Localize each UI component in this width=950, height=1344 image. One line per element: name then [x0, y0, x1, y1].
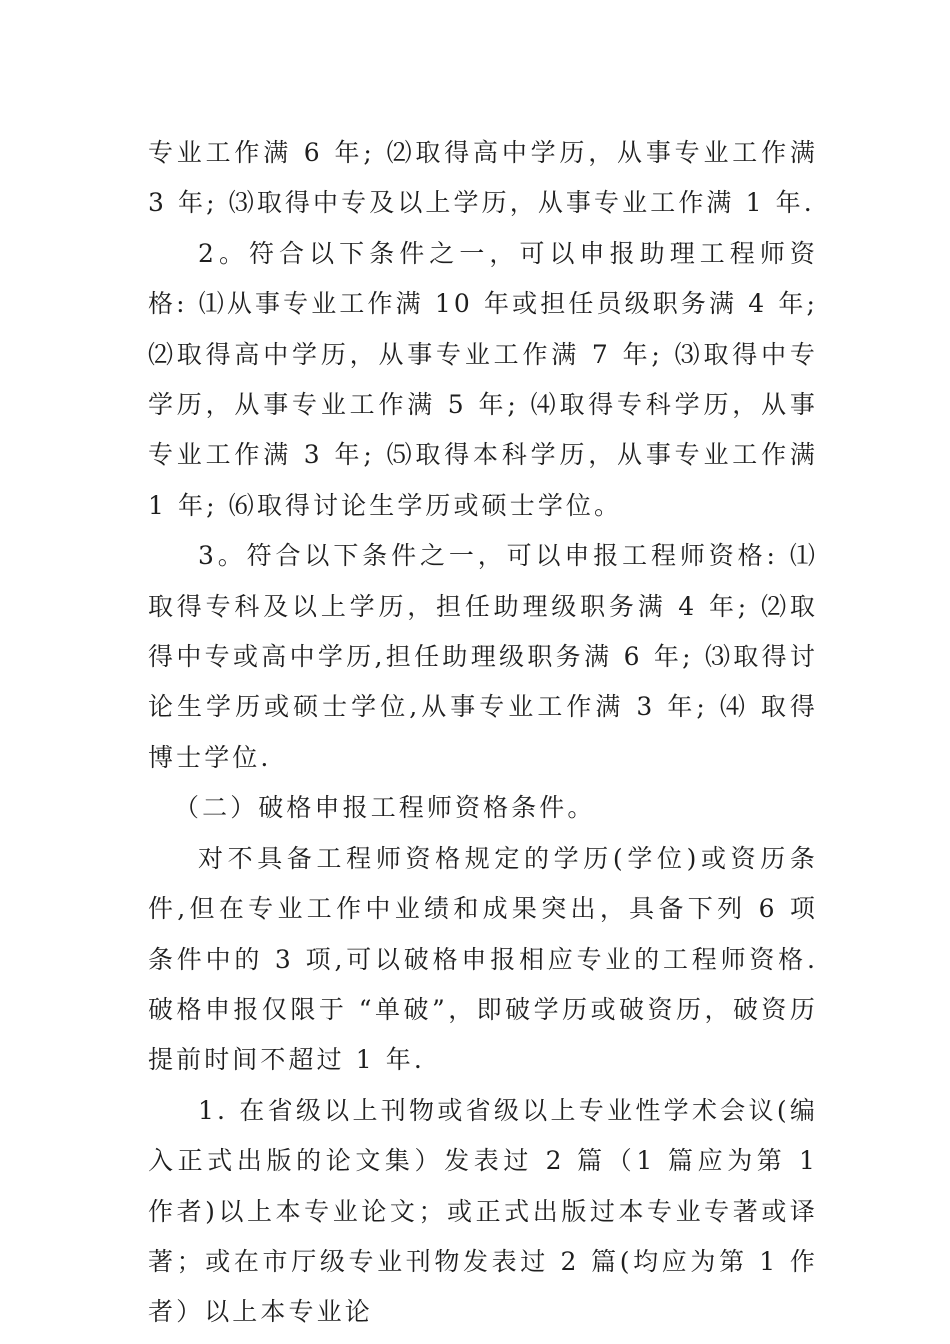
- paragraph-item-3: 3。符合以下条件之一，可以申报工程师资格: ⑴取得专科及以上学历，担任助理级职务满 4 年; ⑵取得中专或高中学历,担任助理级职务满 6 年; ⑶取得讨论生学历或硕士学位,从事专业工作满 3 年; ⑷ 取得博士学位.: [148, 541, 818, 772]
- paragraph-intro: 对不具备工程师资格规定的学历(学位)或资历条件,但在专业工作中业绩和成果突出，具备下列 6 项条件中的 3 项,可以破格申报相应专业的工程师资格.破格申报仅限于 “单破”，即破学历或破资历，破资历提前时间不超过 1 年.: [148, 843, 818, 1075]
- paragraph-item-2: 2。符合以下条件之一，可以申报助理工程师资格: ⑴从事专业工作满 10 年或担任员级职务满 4 年; ⑵取得高中学历，从事专业工作满 7 年; ⑶取得中专学历，从事专业工作满 5 年; ⑷取得专科学历，从事专业工作满 3 年; ⑸取得本科学历，从事专业工作满 1 年; ⑹取得讨论生学历或硕士学位。: [148, 238, 818, 520]
- section-heading: （二）破格申报工程师资格条件。: [174, 793, 596, 823]
- paragraph-continuation: 专业工作满 6 年; ⑵取得高中学历，从事专业工作满 3 年; ⑶取得中专及以上学历，从事专业工作满 1 年.: [148, 138, 818, 218]
- document-page: [148, 128, 818, 1338]
- paragraph-condition-1: 1. 在省级以上刊物或省级以上专业性学术会议(编入正式出版的论文集）发表过 2 篇（1 篇应为第 1 作者)以上本专业论文；或正式出版过本专业专著或译著；或在市厅级专业刊物发表过 2 篇(均应为第 1 作者）以上本专业论: [148, 1095, 818, 1327]
